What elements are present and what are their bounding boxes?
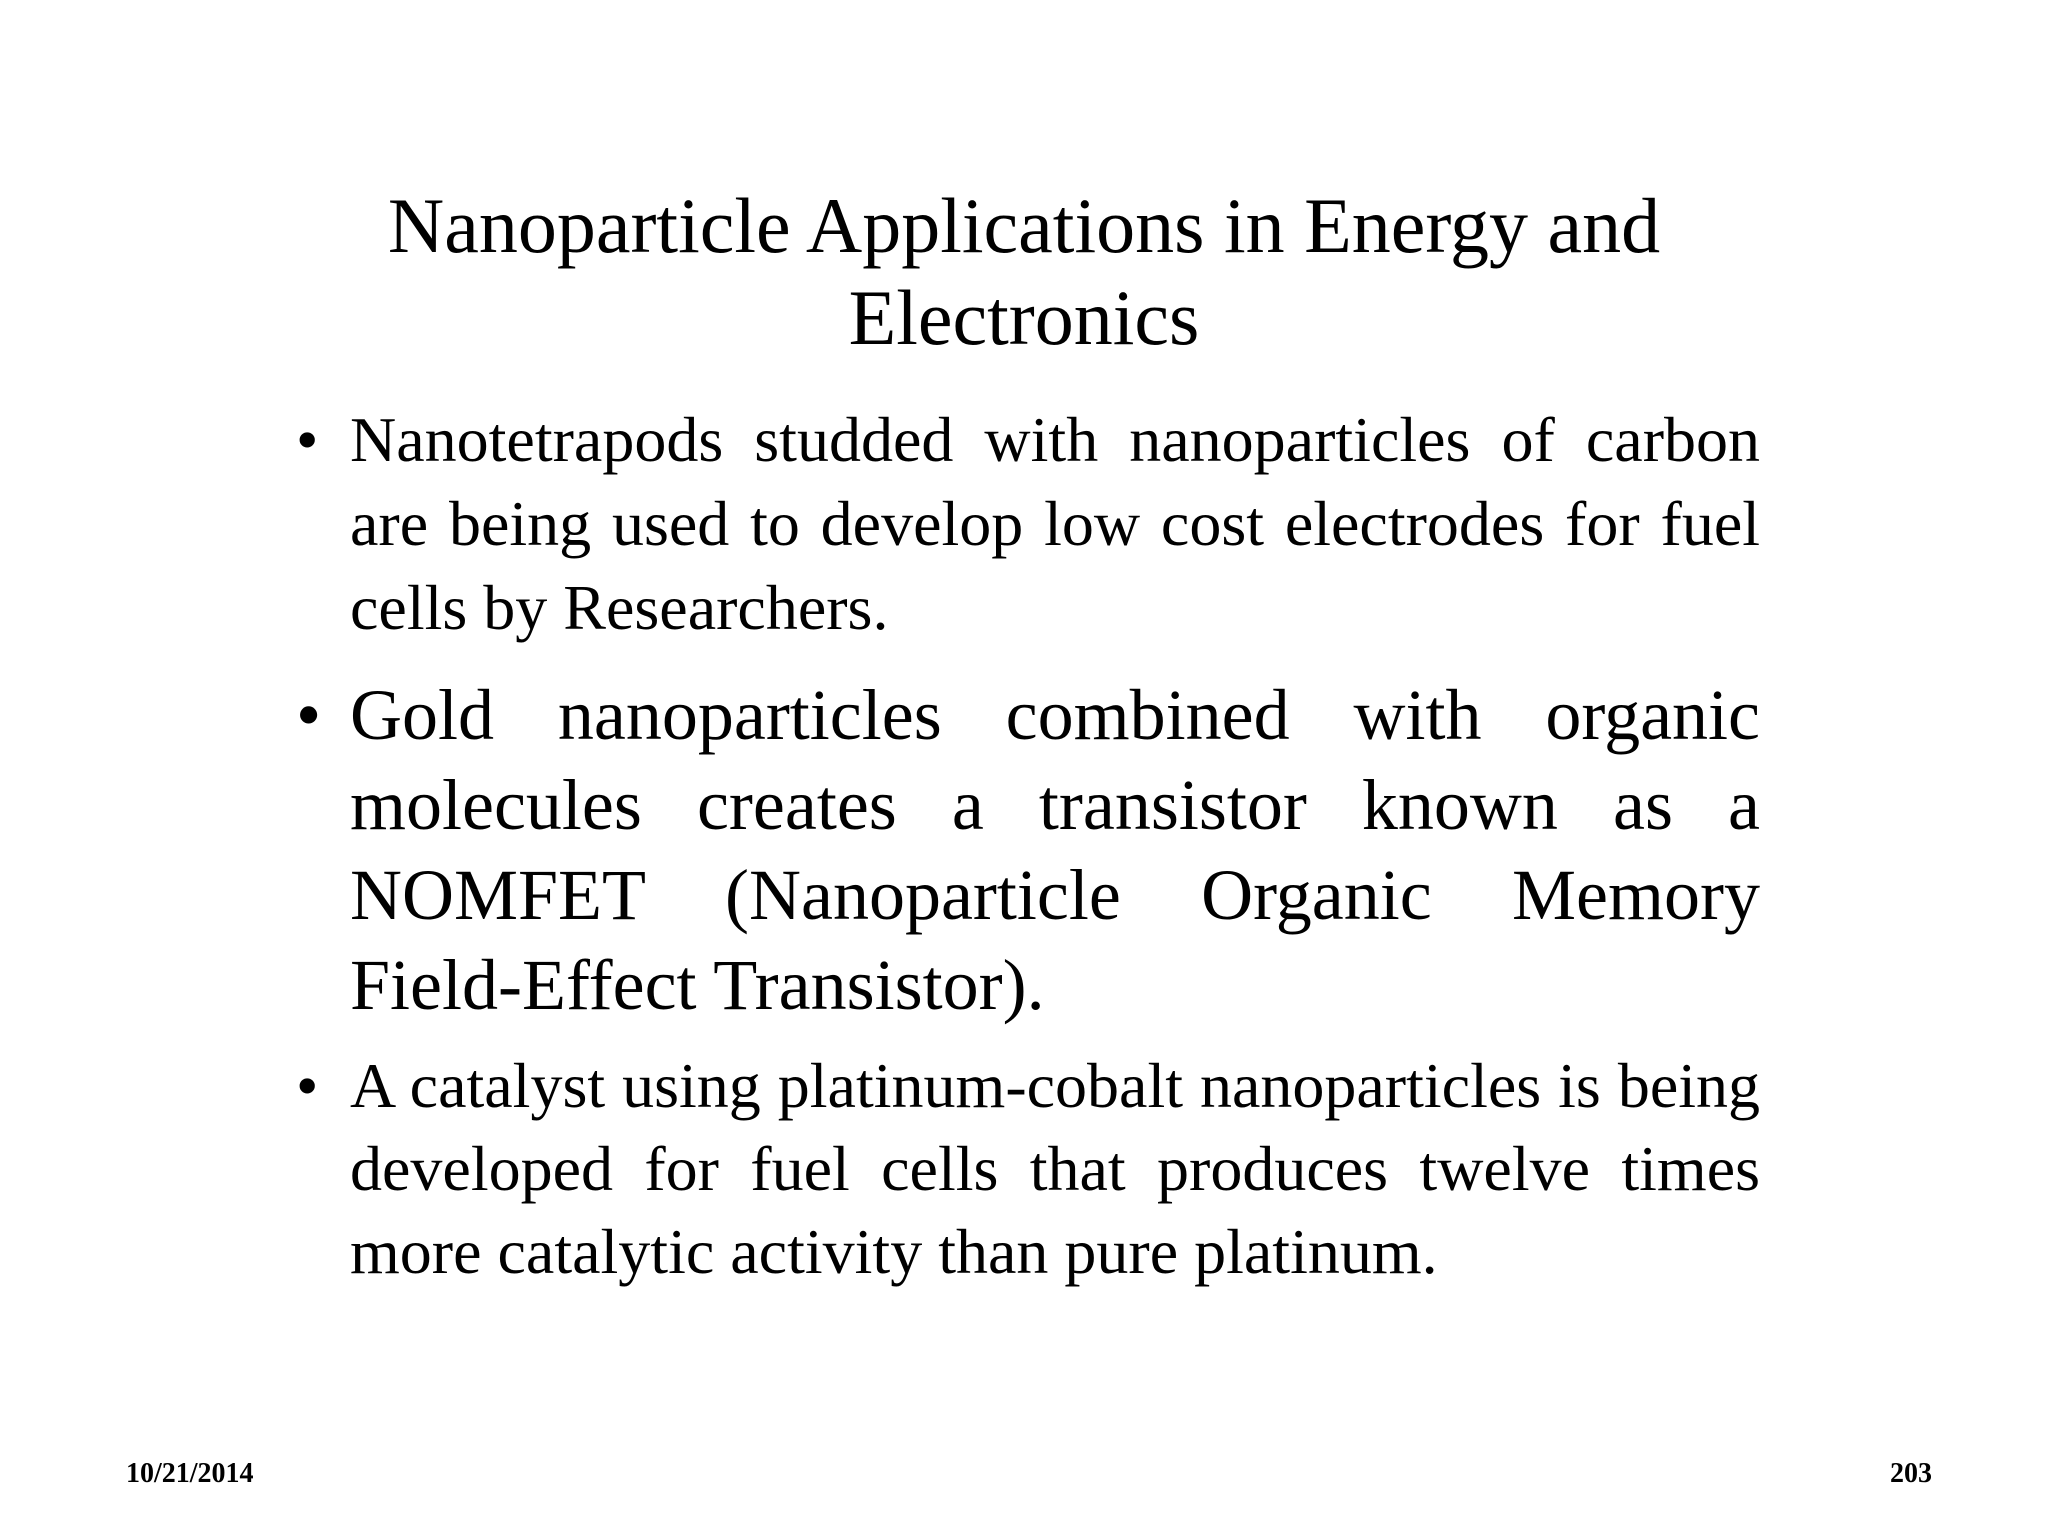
bullet-text: Gold nanoparticles combined with organic molecules creates a transistor known as a NOMFET (Nanoparticle Organic Memory Field-Effect Transistor). [350, 675, 1760, 1025]
bullet-item [288, 1044, 1760, 1293]
bullet-marker: • [296, 675, 322, 755]
bullet-marker: • [296, 1050, 319, 1121]
footer-date: 10/21/2014 [126, 1458, 254, 1489]
bullet-item [288, 670, 1760, 1030]
bullet-item [288, 398, 1760, 650]
bullet-list [288, 398, 1760, 1293]
bullet-text: A catalyst using platinum-cobalt nanoparticles is being developed for fuel cells that produces twelve times more catalytic activity than pure platinum. [350, 1050, 1760, 1287]
bullet-text: Nanotetrapods studded with nanoparticles of carbon are being used to develop low cost electrodes for fuel cells by Researchers. [350, 404, 1760, 643]
slide-title: Nanoparticle Applications in Energy and Electronics [387, 182, 1661, 361]
bullet-marker: • [296, 404, 319, 475]
page-number: 203 [1890, 1458, 1932, 1489]
